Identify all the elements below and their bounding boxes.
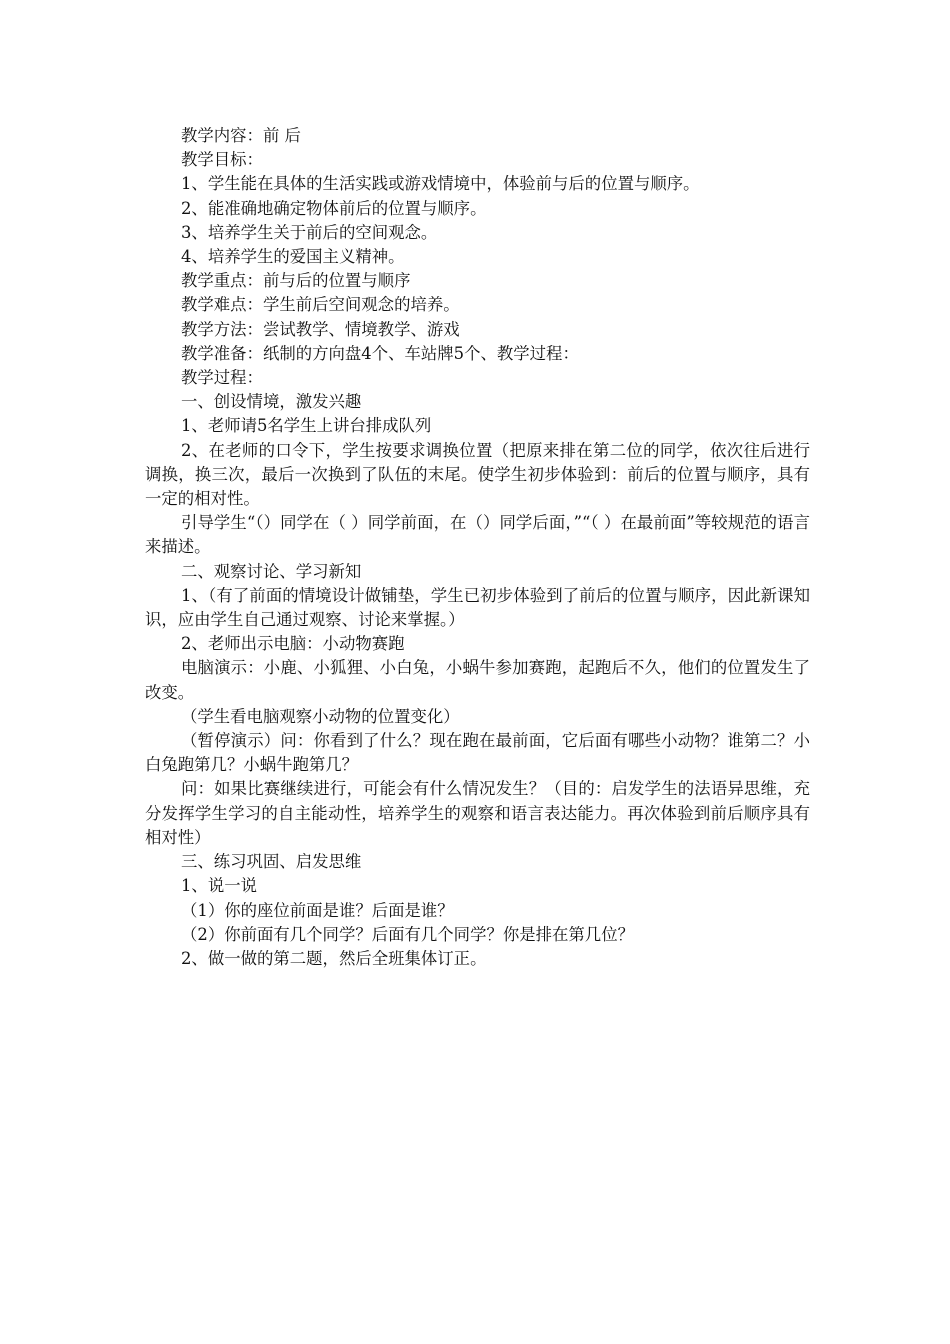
exercise-question-2: （2）你前面有几个同学？后面有几个同学？你是排在第几位？ (181, 924, 634, 944)
objective-item-1: 1、学生能在具体的生活实践或游戏情境中，体验前与后的位置与顺序。 (181, 174, 700, 194)
exercise-question-1: （1）你的座位前面是谁？后面是谁？ (181, 900, 454, 920)
section-1-heading: 一、创设情境，激发兴趣 (181, 392, 362, 412)
key-points-line: 教学重点：前与后的位置与顺序 (181, 271, 411, 291)
computer-demo-line: 电脑演示：小鹿、小狐狸、小白兔，小蜗牛参加赛跑，起跑后不久，他们的位置发生了改变。 (145, 658, 810, 702)
followup-question: 问：如果比赛继续进行，可能会有什么情况发生？（目的：启发学生的法语异思维，充分发挥学生学习的自主能动性，培养学生的观察和语言表达能力。再次体验到前后顺序具有相对性） (145, 779, 810, 847)
section-2-heading: 二、观察讨论、学习新知 (181, 561, 362, 581)
lesson-objectives-heading: 教学目标： (181, 150, 263, 170)
pause-demo-question: （暂停演示）问：你看到了什么？现在跑在最前面，它后面有哪些小动物？谁第二？小白兔跑第几？小蜗牛跑第几？ (145, 731, 810, 775)
teaching-process-heading: 教学过程： (181, 368, 263, 388)
difficult-points-line: 教学难点：学生前后空间观念的培养。 (181, 295, 460, 315)
section-1-step-2: 2、在老师的口令下，学生按要求调换位置（把原来排在第二位的同学，依次往后进行调换，换三次，最后一次换到了队伍的末尾。使学生初步体验到：前后的位置与顺序，具有一定的相对性。 (145, 440, 810, 509)
document-body (145, 124, 810, 971)
section-2-step-2: 2、老师出示电脑：小动物赛跑 (181, 634, 405, 654)
objective-item-3: 3、培养学生关于前后的空间观念。 (181, 222, 438, 242)
objective-item-2: 2、能准确地确定物体前后的位置与顺序。 (181, 198, 487, 218)
section-1-step-1: 1、老师请5名学生上讲台排成队列 (181, 416, 432, 436)
section-1-guidance: 引导学生“（）同学在（ ）同学前面，在（）同学后面，”“（ ）在最前面”等较规范的语言来描述。 (145, 513, 810, 557)
teaching-preparation-line: 教学准备：纸制的方向盘4个、车站牌5个、教学过程： (181, 343, 579, 363)
section-2-step-1: 1、（有了前面的情境设计做铺垫，学生已初步体验到了前后的位置与顺序，因此新课知识，应由学生自己通过观察、讨论来掌握。） (145, 585, 810, 630)
section-3-heading: 三、练习巩固、启发思维 (181, 852, 362, 872)
teaching-methods-line: 教学方法：尝试教学、情境教学、游戏 (181, 319, 460, 339)
objective-item-4: 4、培养学生的爱国主义精神。 (181, 247, 405, 267)
students-observe-line: （学生看电脑观察小动物的位置变化） (181, 706, 460, 726)
section-3-step-1: 1、说一说 (181, 876, 257, 896)
lesson-content-line: 教学内容：前 后 (181, 126, 301, 145)
section-3-step-2: 2、做一做的第二题，然后全班集体订正。 (181, 948, 487, 968)
